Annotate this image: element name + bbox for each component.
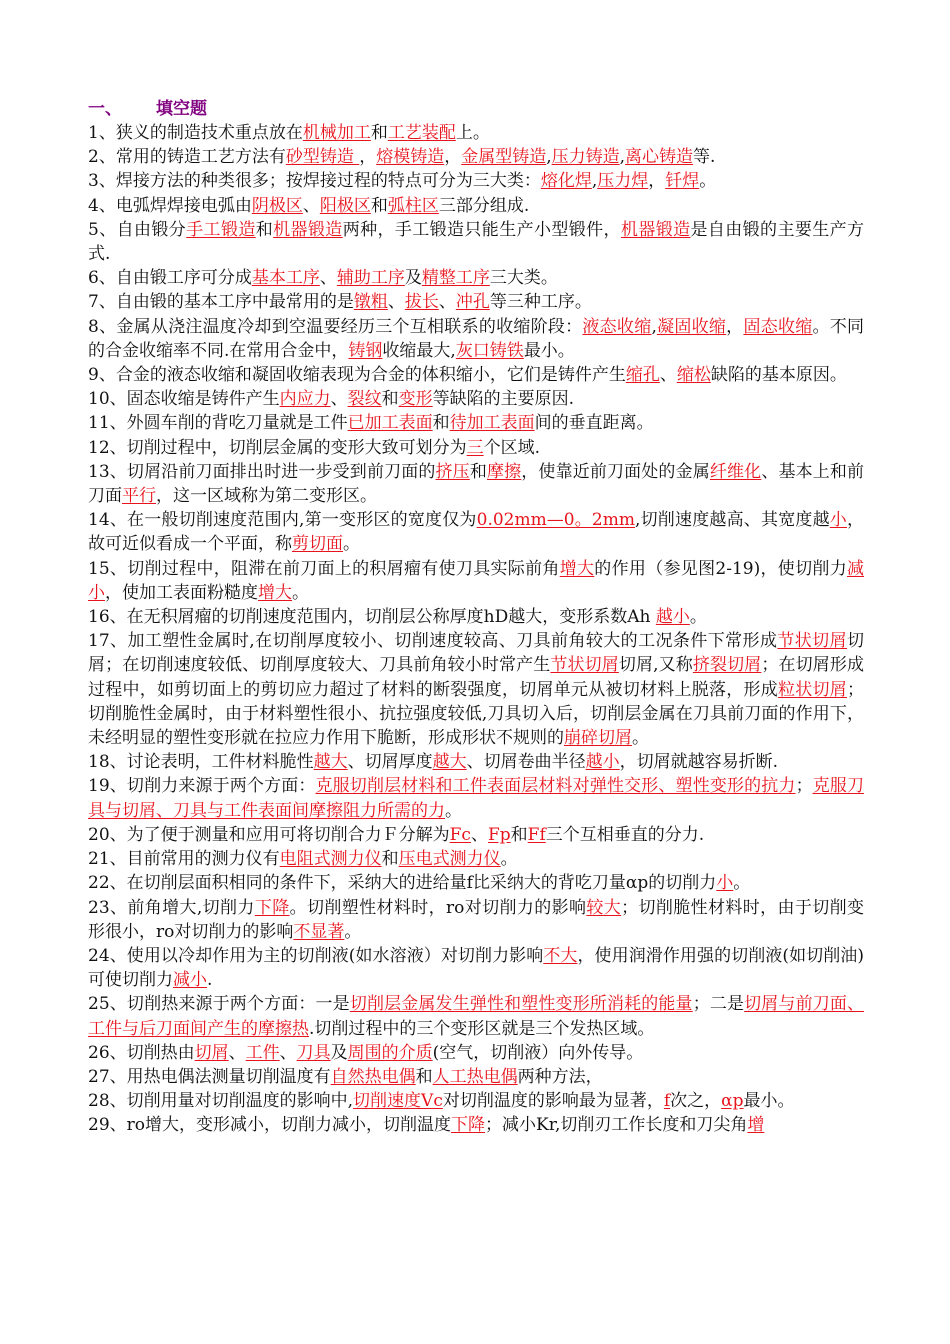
question-item xyxy=(88,1113,864,1137)
answer-blank: 凝固收缩 xyxy=(656,316,727,337)
section-title: 填空题 xyxy=(156,99,207,119)
question-text: 个区域. xyxy=(483,437,541,458)
question-text: 等缺陷的主要原因. xyxy=(432,389,575,410)
question-item xyxy=(88,290,864,314)
question-item xyxy=(88,992,864,1040)
answer-blank: 压力铸造 xyxy=(551,147,620,168)
answer-blank: 已加工表面 xyxy=(347,413,433,434)
answer-blank: 手工锻造 xyxy=(186,219,256,240)
answer-blank: 基本工序 xyxy=(251,268,320,289)
question-text: 5、自由锻分 xyxy=(88,219,187,240)
answer-blank: 拔长 xyxy=(404,292,439,313)
answer-blank: 挤裂切屑 xyxy=(692,655,762,676)
question-text: 19、切削力来源于两个方面： xyxy=(88,776,316,797)
question-text: 和 xyxy=(381,849,399,870)
question-text: 和 xyxy=(381,389,399,410)
question-text: ， xyxy=(444,147,462,168)
document-page xyxy=(88,97,864,1138)
question-item xyxy=(88,169,864,193)
answer-blank: 克服切削层材料和工件表面层材料对弹性交形、塑性变形的抗力 xyxy=(315,776,796,797)
question-text: 缺陷的基本原因。 xyxy=(710,365,847,386)
answer-blank: 自然热电偶 xyxy=(330,1066,416,1087)
question-text: 8、金属从浇注温度冷却到空温要经历三个互相联系的收缩阶段： xyxy=(88,316,583,337)
answer-blank: 阴极区 xyxy=(251,195,303,216)
answer-blank: 平行 xyxy=(122,486,156,507)
question-text: 、 xyxy=(470,824,488,845)
question-text: ，切屑就越容易折断. xyxy=(619,752,779,773)
answer-blank: 越大 xyxy=(313,752,348,773)
question-item xyxy=(88,121,864,145)
answer-blank: 机器锻造 xyxy=(620,219,691,240)
question-text: 3、焊接方法的种类很多；按焊接过程的特点可分为三大类： xyxy=(88,171,541,192)
answer-blank: 增大 xyxy=(258,582,292,603)
question-text: 两种，手工锻造只能生产小型锻件， xyxy=(342,219,621,240)
question-text: 16、在无积屑瘤的切削速度范围内，切削层公称厚度hD越大，变形系数Ah xyxy=(88,607,656,628)
question-item xyxy=(88,460,864,508)
question-text: 上。 xyxy=(455,123,490,143)
answer-blank: 铸钢 xyxy=(348,340,383,361)
answer-blank: Ff xyxy=(527,824,546,845)
question-text: ；切削脆性材料时，由于切削变形很小，ro对切削力的影响 xyxy=(88,897,865,942)
answer-blank: 离心铸造 xyxy=(625,147,694,168)
question-text: 是自由锻的主要生产方式. xyxy=(88,219,865,265)
question-text: , xyxy=(546,147,552,168)
question-text: ，使加工表面粉糙度 xyxy=(105,582,258,603)
question-text: 、 xyxy=(330,389,348,410)
answer-blank: 熔模铸造 xyxy=(376,147,445,168)
section-heading xyxy=(88,97,864,121)
question-text: ；切削脆性金属时，由于材料塑性很小、抗拉强度较低,刀具切入后，切削层金属在刀具前刀面的作用下，未经明显的塑性变形就在拉应力作用下脆断，形成形状不规则的 xyxy=(88,679,864,749)
answer-blank: 切屑 xyxy=(194,1042,229,1063)
question-item xyxy=(88,629,864,750)
answer-blank: 熔化焊 xyxy=(540,171,592,192)
question-text: 20、为了便于测量和应用可将切削合力Ｆ分解为 xyxy=(88,824,450,845)
question-text: ， xyxy=(726,316,744,337)
question-text: 22、在切削层面积相同的条件下，采纳大的进给量f比采纳大的背吃刀量αp的切削力 xyxy=(88,873,717,894)
question-text: 23、前角增大,切削力 xyxy=(88,897,255,918)
question-text: 24、使用以冷却作用为主的切削液(如水溶液）对切削力影响 xyxy=(88,945,544,966)
question-text: 27、用热电偶法测量切削温度有 xyxy=(88,1066,331,1087)
question-text: 收缩最大, xyxy=(382,340,456,361)
question-text: 三部分组成. xyxy=(438,195,530,216)
question-item xyxy=(88,774,864,822)
question-text: 、 xyxy=(319,268,337,289)
answer-blank: 增大 xyxy=(559,558,595,579)
question-item xyxy=(88,871,864,895)
question-text: 的作用（参见图2-19)，使切削力 xyxy=(594,558,847,579)
question-text: 。 xyxy=(343,534,360,555)
answer-blank: 缩孔 xyxy=(625,365,660,386)
question-text: 和 xyxy=(469,461,487,482)
question-text: 及 xyxy=(330,1042,348,1063)
answer-blank: 灰口铸铁 xyxy=(455,340,524,361)
answer-blank: 金属型铸造 xyxy=(461,147,547,168)
question-text: 15、切削过程中，阻滞在前刀面上的积屑瘤有使刀具实际前角 xyxy=(88,558,560,579)
question-text: 三个互相垂直的分力. xyxy=(545,824,705,845)
question-text: 。不同的合金收缩率不同.在常用合金中， xyxy=(88,316,865,361)
question-text: 28、切削用量对切削温度的影响中, xyxy=(88,1091,354,1112)
question-text: 、 xyxy=(279,1042,297,1063)
question-text: 最小。 xyxy=(743,1091,795,1112)
question-text: (空气，切削液）向外传导。 xyxy=(432,1042,644,1063)
answer-blank: 人工热电偶 xyxy=(432,1066,518,1087)
question-item xyxy=(88,387,864,411)
question-text: ；二是 xyxy=(692,994,745,1015)
answer-blank: 钎焊 xyxy=(665,171,700,192)
answer-blank: 不大 xyxy=(543,945,578,966)
question-text: 。 xyxy=(500,849,518,870)
question-text: 最小。 xyxy=(523,340,575,361)
question-text: 。 xyxy=(699,171,717,192)
answer-blank: 克服刀具与切屑、刀具与工件表面间摩擦阻力所需的力 xyxy=(88,776,864,821)
question-text: 间的垂直距离。 xyxy=(534,413,654,434)
question-item xyxy=(88,1089,864,1113)
answer-blank: f xyxy=(663,1091,671,1112)
question-text: 、 xyxy=(228,1042,246,1063)
question-text: 。 xyxy=(445,800,462,821)
answer-blank: 切削层金属发生弹性和塑性变形所消耗的能量 xyxy=(349,994,693,1015)
question-text: 、 xyxy=(387,292,405,313)
answer-blank: 阳极区 xyxy=(319,195,371,216)
question-text: .切削过程中的三个变形区就是三个发热区域。 xyxy=(309,1018,655,1039)
answer-blank: 内应力 xyxy=(279,389,331,410)
question-text: 11、外圆车削的背吃刀量就是工件 xyxy=(88,413,348,434)
question-item xyxy=(88,1065,864,1089)
answer-blank: 工艺装配 xyxy=(387,123,456,143)
answer-blank: 减小 xyxy=(173,970,207,991)
question-item xyxy=(88,436,864,460)
answer-blank: 小 xyxy=(716,873,734,894)
question-text: 9、合金的液态收缩和凝固收缩表现为合金的体积缩小，它们是铸件产生 xyxy=(88,365,626,386)
answer-blank: Fp xyxy=(487,824,511,845)
question-text: 7、自由锻的基本工序中最常用的是 xyxy=(88,292,354,313)
answer-blank: 镦粗 xyxy=(353,292,388,313)
question-text: , xyxy=(619,147,626,168)
answer-blank: 小 xyxy=(829,510,847,531)
question-text: ； xyxy=(795,776,813,797)
question-text: 和 xyxy=(432,413,450,434)
answer-blank: 液态收缩 xyxy=(582,316,652,337)
question-text: , xyxy=(651,316,657,337)
question-text: ，使靠近前刀面处的金属 xyxy=(521,461,710,482)
question-text: 及 xyxy=(404,268,422,289)
answer-blank: 裂纹 xyxy=(347,389,382,410)
question-text: 。 xyxy=(632,728,649,749)
question-text: 18、讨论表明，工件材料脆性 xyxy=(88,752,314,773)
question-text: 、切屑厚度 xyxy=(347,752,433,773)
question-text: 次之， xyxy=(670,1091,722,1112)
question-text: ；减小Kr,切削刃工作长度和刀尖角 xyxy=(485,1115,748,1136)
question-text: 。切削塑性材料时，ro对切削力的影响 xyxy=(289,897,587,918)
question-text: 对切削温度的影响最为显著， xyxy=(442,1091,664,1112)
question-text: 等三种工序。 xyxy=(489,292,592,313)
answer-blank: 机器锻造 xyxy=(273,219,343,240)
question-text: 等. xyxy=(693,147,716,168)
question-text: 和 xyxy=(370,195,388,216)
question-text: 切屑,又称 xyxy=(618,655,693,676)
question-item xyxy=(88,266,864,290)
question-text: 和 xyxy=(255,219,274,240)
answer-blank: 精整工序 xyxy=(421,268,490,289)
question-item xyxy=(88,145,864,169)
question-text: 6、自由锻工序可分成 xyxy=(88,268,252,289)
answer-blank: 周围的介质 xyxy=(347,1042,433,1063)
answer-blank: 0.02mm—0。2mm xyxy=(476,510,635,531)
question-text: 10、固态收缩是铸件产生 xyxy=(88,389,280,410)
question-text: 2、常用的铸造工艺方法有 xyxy=(88,147,286,168)
answer-blank: 崩碎切屑 xyxy=(564,728,632,749)
answer-blank: 压力焊 xyxy=(597,171,649,192)
answer-blank: 较大 xyxy=(586,897,622,918)
question-text: 17、加工塑性金属时,在切削厚度较小、切削速度较高、刀具前角较大的工况条件下常形成 xyxy=(88,631,778,652)
question-item xyxy=(88,557,864,605)
question-text: 。 xyxy=(733,873,751,894)
question-text: 21、目前常用的测力仪有 xyxy=(88,849,280,870)
question-text: 、切屑卷曲半径 xyxy=(466,752,586,773)
answer-blank: 纤维化 xyxy=(709,461,762,482)
answer-blank: 越小 xyxy=(585,752,620,773)
question-text: ， xyxy=(648,171,666,192)
answer-blank: 下降 xyxy=(451,1115,485,1136)
answer-blank: 下降 xyxy=(254,897,290,918)
answer-blank: 工件 xyxy=(245,1042,280,1063)
answer-blank: 固态收缩 xyxy=(743,316,813,337)
question-text: 26、切削热由 xyxy=(88,1042,195,1063)
question-text: 1、狭义的制造技术重点放在 xyxy=(88,123,303,143)
question-text: 4、电弧焊焊接电弧由 xyxy=(88,195,252,216)
answer-blank: 刀具 xyxy=(296,1042,331,1063)
question-text: 、 xyxy=(659,365,677,386)
question-text: 14、在一般切削速度范围内,第一变形区的宽度仅为 xyxy=(88,510,477,531)
answer-blank: 缩松 xyxy=(676,365,711,386)
answer-blank: 不显著 xyxy=(293,921,345,942)
question-item xyxy=(88,823,864,847)
answer-blank: αp xyxy=(721,1091,744,1112)
answer-blank: 弧柱区 xyxy=(387,195,439,216)
question-item xyxy=(88,847,864,871)
question-item xyxy=(88,605,864,629)
answer-blank: 电阻式测力仪 xyxy=(279,849,382,870)
answer-blank: 剪切面 xyxy=(292,534,343,555)
answer-blank: 待加工表面 xyxy=(449,413,535,434)
answer-blank: 辅助工序 xyxy=(336,268,405,289)
question-text: ，这一区域称为第二变形区。 xyxy=(156,486,377,507)
answer-blank: 摩擦 xyxy=(486,461,522,482)
question-text: 。 xyxy=(344,921,362,942)
question-text: 和 xyxy=(370,123,388,143)
question-item xyxy=(88,944,864,992)
answer-blank: 越小 xyxy=(655,607,690,628)
question-item xyxy=(88,750,864,774)
section-number: 一、 xyxy=(88,99,122,119)
question-text: 三大类。 xyxy=(489,268,558,289)
question-text: 13、切屑沿前刀面排出时进一步受到前刀面的 xyxy=(88,461,436,482)
question-text: ，故可近似看成一个平面，称 xyxy=(88,510,864,555)
question-item xyxy=(88,411,864,435)
answer-blank: 砂型铸造 xyxy=(285,147,360,168)
answer-blank: 压电式测力仪 xyxy=(398,849,501,870)
question-item xyxy=(88,194,864,218)
answer-blank: 节状切屑 xyxy=(550,655,619,676)
question-text: 29、ro增大，变形减小，切削力减小，切削温度 xyxy=(88,1115,451,1136)
question-text: 12、切削过程中，切削层金属的变形大致可划分为 xyxy=(88,437,467,458)
question-text: ， xyxy=(359,147,377,168)
question-item xyxy=(88,896,864,944)
question-text: ；在切屑形成过程中，如剪切面上的剪切应力超过了材料的断裂强度，切屑单元从被切材料上脱落，形成 xyxy=(88,655,865,700)
question-item xyxy=(88,218,864,266)
question-text: ,切削速度越高、其宽度越 xyxy=(635,510,830,531)
answer-blank: 冲孔 xyxy=(455,292,490,313)
question-text: 。 xyxy=(292,582,309,603)
answer-blank: 三 xyxy=(466,437,484,458)
question-text: 、 xyxy=(438,292,456,313)
question-text: 。 xyxy=(689,607,707,628)
question-text: , xyxy=(591,171,598,192)
question-item xyxy=(88,508,864,556)
question-text: 25、切削热来源于两个方面：一是 xyxy=(88,994,350,1015)
question-list xyxy=(88,121,864,1138)
answer-blank: 变形 xyxy=(398,389,433,410)
answer-blank: 减小 xyxy=(88,558,864,603)
question-text: . xyxy=(207,970,213,991)
answer-blank: Fc xyxy=(449,824,471,845)
question-text: 两种方法， xyxy=(517,1066,603,1087)
answer-blank: 切屑与前刀面、工件与后刀面间产生的摩擦热 xyxy=(88,994,865,1039)
question-item xyxy=(88,363,864,387)
question-text: 、 xyxy=(302,195,320,216)
question-item xyxy=(88,1041,864,1065)
question-text: 和 xyxy=(415,1066,433,1087)
answer-blank: 切削速度Vc xyxy=(353,1091,443,1112)
question-text: 、基本上和前刀面 xyxy=(88,461,865,507)
answer-blank: 挤压 xyxy=(435,461,470,482)
answer-blank: 节状切屑 xyxy=(777,631,847,652)
answer-blank: 粒状切屑 xyxy=(778,679,847,700)
question-text: 和 xyxy=(510,824,528,845)
answer-blank: 增 xyxy=(747,1115,765,1136)
answer-blank: 机械加工 xyxy=(302,123,371,143)
answer-blank: 越大 xyxy=(432,752,467,773)
question-item xyxy=(88,315,864,363)
question-text: 切屑；在切削速度较低、切削厚度较大、刀具前角较小时常产生 xyxy=(88,631,864,676)
question-text: ，使用润滑作用强的切削液(如切削油)可使切削力 xyxy=(88,945,865,991)
